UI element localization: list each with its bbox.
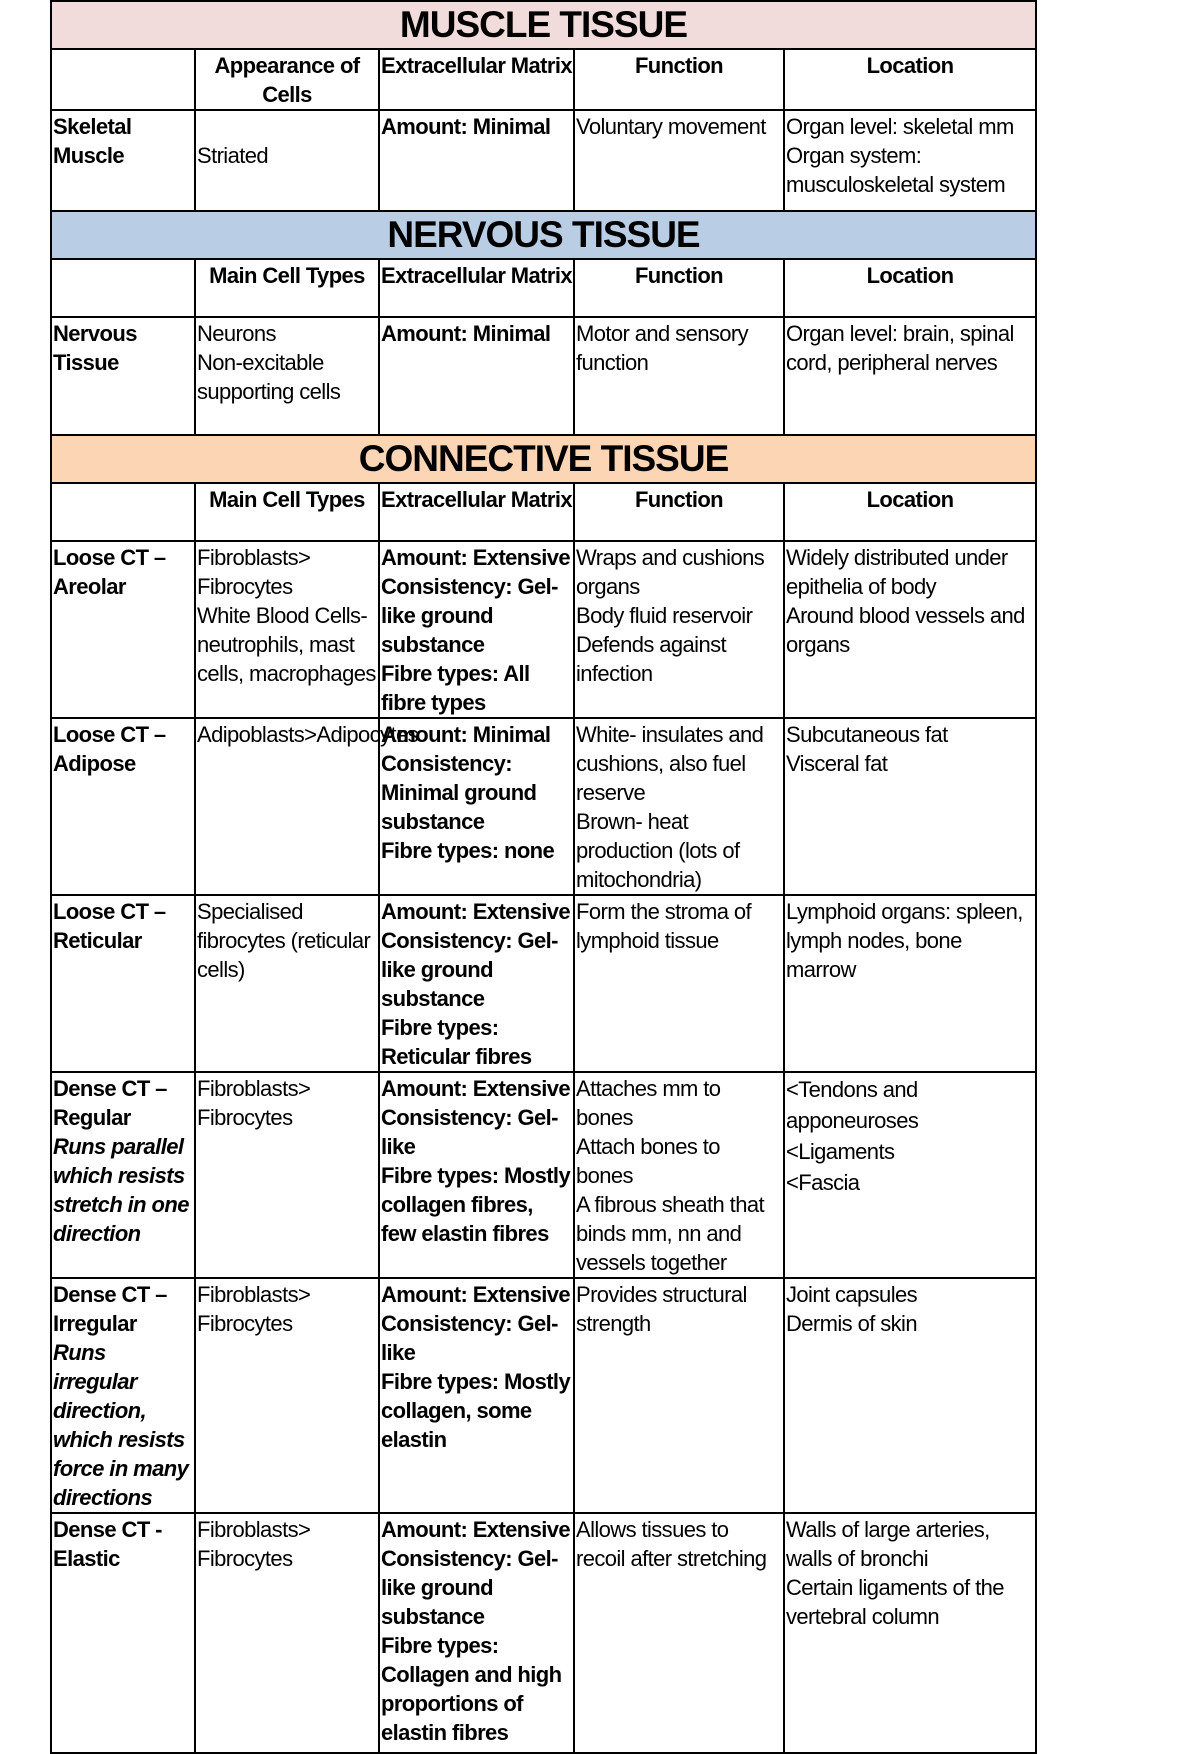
matrix-cell: Amount: Minimal Consistency: Minimal ground substance Fibre types: none xyxy=(379,718,574,895)
tissue-table xyxy=(50,0,1037,1754)
cells-cell: Striated xyxy=(195,110,379,211)
header-cell: Extracellular Matrix xyxy=(379,49,574,110)
header-row xyxy=(51,259,1036,317)
table-row xyxy=(51,541,1036,718)
tissue-name-cell xyxy=(51,718,195,895)
header-cell: Extracellular Matrix xyxy=(379,259,574,317)
section-title-row xyxy=(51,435,1036,483)
cells-cell: Adipoblasts>Adipocytes xyxy=(195,718,379,895)
tissue-name-cell xyxy=(51,1072,195,1278)
header-cell xyxy=(51,483,195,541)
tissue-note: Runs irregular direction, which resists force in many directions xyxy=(53,1340,194,1510)
function-cell: Form the stroma of lymphoid tissue xyxy=(574,895,784,1072)
tissue-name: Dense CT – Regular xyxy=(53,1076,173,1130)
cells-cell: Fibroblasts> Fibrocytes xyxy=(195,1072,379,1278)
tissue-name: Loose CT – Areolar xyxy=(53,545,171,599)
function-cell: Allows tissues to recoil after stretching xyxy=(574,1513,784,1753)
table-row xyxy=(51,895,1036,1072)
location-cell: Organ level: skeletal mm Organ system: musculoskeletal system xyxy=(784,110,1036,211)
header-cell: Main Cell Types xyxy=(195,483,379,541)
tissue-note: Runs parallel which resists stretch in one direction xyxy=(53,1134,195,1246)
section-title-row xyxy=(51,1,1036,49)
cells-cell: Specialised fibrocytes (reticular cells) xyxy=(195,895,379,1072)
header-cell: Location xyxy=(784,259,1036,317)
function-cell: Attaches mm to bones Attach bones to bones A fibrous sheath that binds mm, nn and vessels together xyxy=(574,1072,784,1278)
tissue-name: Loose CT – Adipose xyxy=(53,722,171,776)
location-cell: Walls of large arteries, walls of bronchi Certain ligaments of the vertebral column xyxy=(784,1513,1036,1753)
header-cell: Location xyxy=(784,49,1036,110)
tissue-name: Loose CT – Reticular xyxy=(53,899,172,953)
header-cell: Appearance of Cells xyxy=(195,49,379,110)
matrix-cell: Amount: Extensive Consistency: Gel-like ground substance Fibre types: All fibre types xyxy=(379,541,574,718)
location-cell: Lymphoid organs: spleen, lymph nodes, bone marrow xyxy=(784,895,1036,1072)
function-cell: Voluntary movement xyxy=(574,110,784,211)
muscle-title: MUSCLE TISSUE xyxy=(51,1,1036,49)
header-cell: Function xyxy=(574,49,784,110)
location-cell: Subcutaneous fat Visceral fat xyxy=(784,718,1036,895)
connective-title: CONNECTIVE TISSUE xyxy=(51,435,1036,483)
function-cell: White- insulates and cushions, also fuel reserve Brown- heat production (lots of mitochondria) xyxy=(574,718,784,895)
header-cell: Function xyxy=(574,259,784,317)
cells-cell: Fibroblasts> Fibrocytes xyxy=(195,1513,379,1753)
tissue-name-cell xyxy=(51,1513,195,1753)
location-cell: Organ level: brain, spinal cord, peripheral nerves xyxy=(784,317,1036,435)
function-cell: Provides structural strength xyxy=(574,1278,784,1513)
matrix-cell: Amount: Extensive Consistency: Gel-like Fibre types: Mostly collagen, some elastin xyxy=(379,1278,574,1513)
location-cell: Widely distributed under epithelia of body Around blood vessels and organs xyxy=(784,541,1036,718)
location-cell: <Tendons and apponeuroses <Ligaments <Fascia xyxy=(784,1072,1036,1278)
matrix-cell: Amount: Extensive Consistency: Gel-like ground substance Fibre types: Collagen and high proportions of elastin fibres xyxy=(379,1513,574,1753)
cells-cell: Fibroblasts> Fibrocytes White Blood Cells- neutrophils, mast cells, macrophages xyxy=(195,541,379,718)
tissue-name: Dense CT – Irregular xyxy=(53,1282,173,1336)
table-row xyxy=(51,1072,1036,1278)
cells-cell: Neurons Non-excitable supporting cells xyxy=(195,317,379,435)
section-title-row xyxy=(51,211,1036,259)
table-row xyxy=(51,110,1036,211)
header-cell: Extracellular Matrix xyxy=(379,483,574,541)
matrix-cell: Amount: Extensive Consistency: Gel-like ground substance Fibre types: Reticular fibres xyxy=(379,895,574,1072)
header-cell: Main Cell Types xyxy=(195,259,379,317)
tissue-name-cell xyxy=(51,1278,195,1513)
cells-cell: Fibroblasts> Fibrocytes xyxy=(195,1278,379,1513)
location-cell: Joint capsules Dermis of skin xyxy=(784,1278,1036,1513)
tissue-name: Dense CT - Elastic xyxy=(53,1517,168,1571)
table-row xyxy=(51,718,1036,895)
function-cell: Wraps and cushions organs Body fluid reservoir Defends against infection xyxy=(574,541,784,718)
header-cell: Function xyxy=(574,483,784,541)
function-cell: Motor and sensory function xyxy=(574,317,784,435)
header-cell xyxy=(51,49,195,110)
header-cell: Location xyxy=(784,483,1036,541)
table-row xyxy=(51,317,1036,435)
header-row xyxy=(51,49,1036,110)
header-cell xyxy=(51,259,195,317)
tissue-name: Skeletal Muscle xyxy=(51,110,195,211)
header-row xyxy=(51,483,1036,541)
tissue-name-cell xyxy=(51,895,195,1072)
matrix-cell: Amount: Extensive Consistency: Gel-like Fibre types: Mostly collagen fibres, few elastin fibres xyxy=(379,1072,574,1278)
tissue-name-cell xyxy=(51,541,195,718)
matrix-cell: Amount: Minimal xyxy=(379,110,574,211)
nervous-title: NERVOUS TISSUE xyxy=(51,211,1036,259)
matrix-cell: Amount: Minimal xyxy=(379,317,574,435)
tissue-name: Nervous Tissue xyxy=(51,317,195,435)
table-row xyxy=(51,1278,1036,1513)
table-row xyxy=(51,1513,1036,1753)
